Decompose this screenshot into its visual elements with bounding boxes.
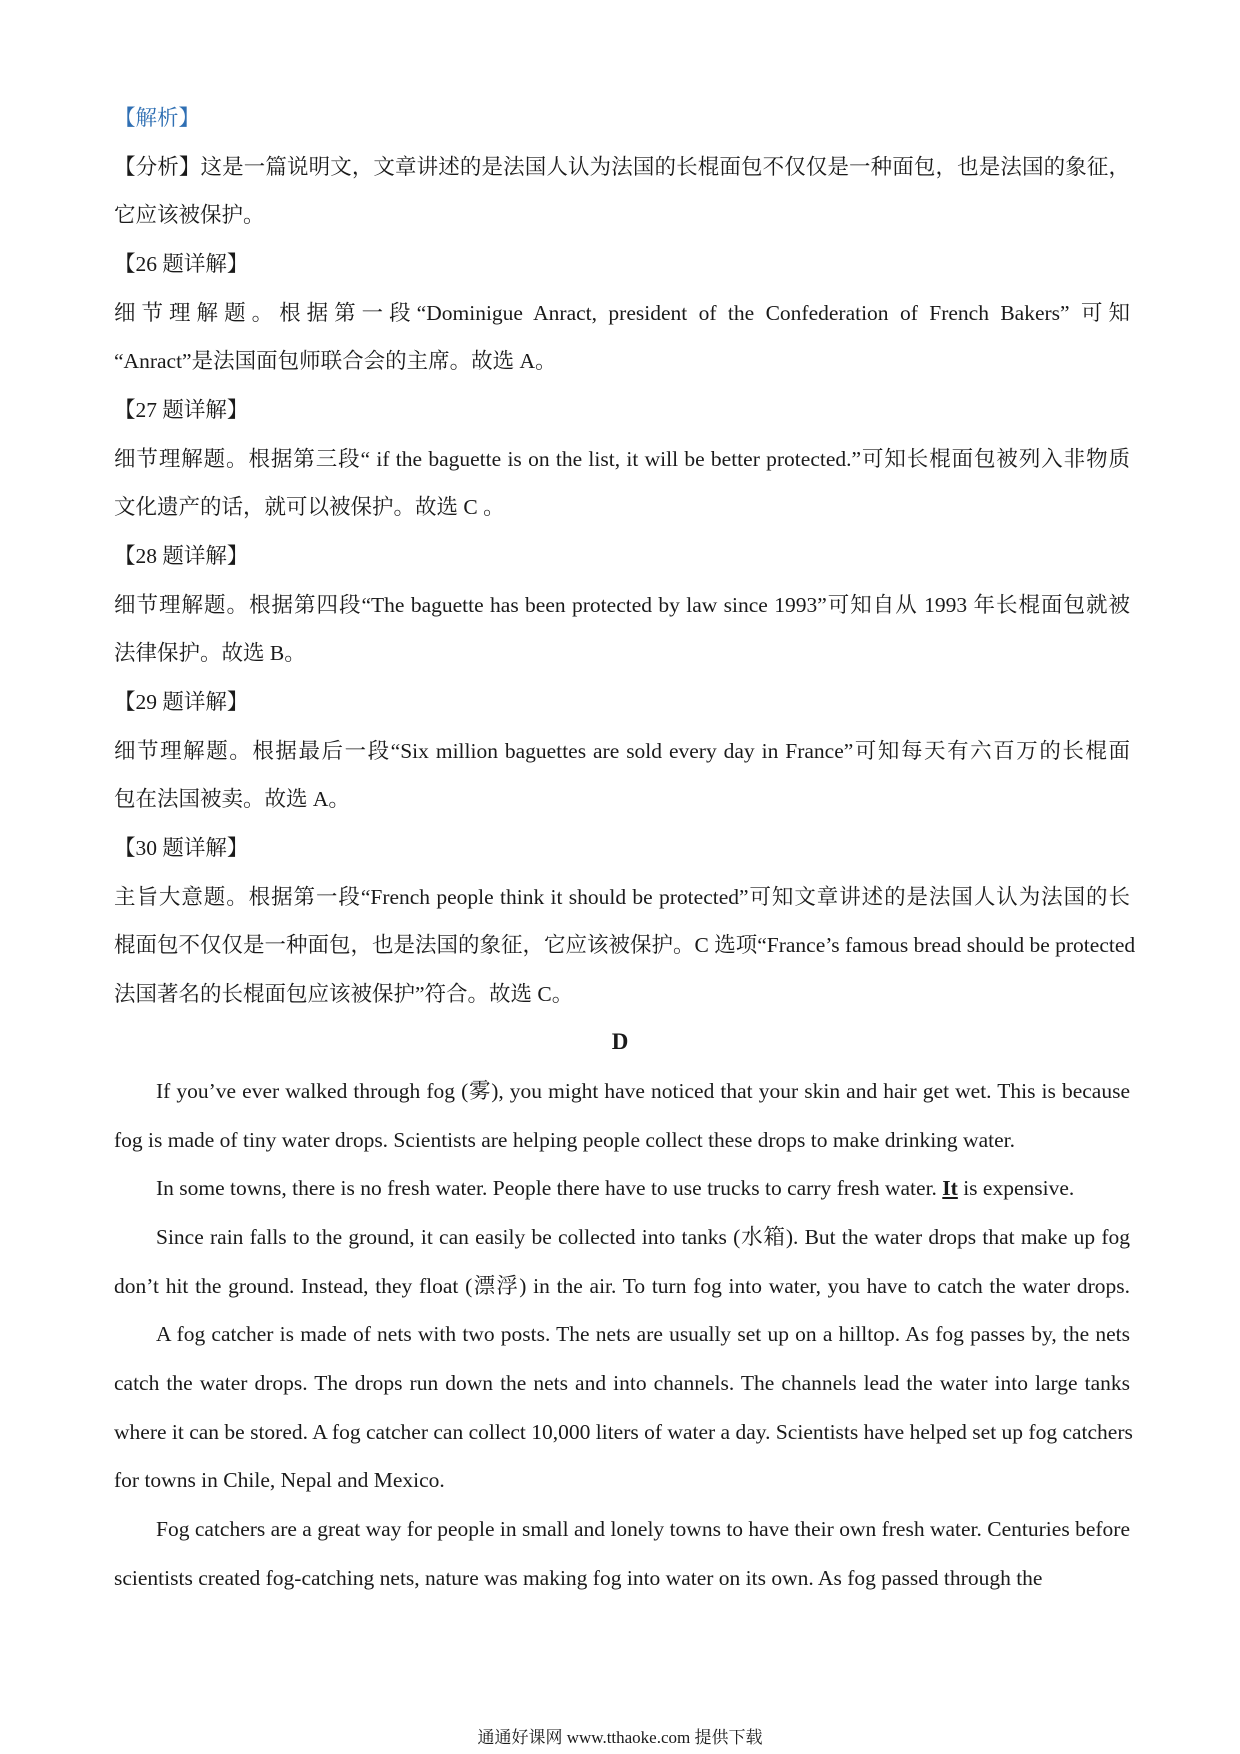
- passage-p2-underlined-word: It: [942, 1176, 958, 1200]
- passage-p4-line-4: for towns in Chile, Nepal and Mexico.: [114, 1468, 445, 1492]
- passage-p2-after: is expensive.: [957, 1176, 1075, 1200]
- q26-line-1: 细节理解题。根据第一段“Dominigue Anract, president of the Confederation of French Bakers” 可知: [114, 301, 1130, 325]
- q29-line-1: 细节理解题。根据最后一段“Six million baguettes are sold every day in France”可知每天有六百万的长棍面: [114, 739, 1130, 763]
- q28-header: 【28 题详解】: [114, 544, 249, 568]
- q28-line-2: 法律保护。故选 B。: [114, 641, 306, 665]
- footer-watermark: 通通好课网 www.tthaoke.com 提供下载: [477, 1728, 763, 1747]
- q30-line-2: 棍面包不仅仅是一种面包，也是法国的象征，它应该被保护。C 选项“France’s famous bread should be protected: [114, 933, 1136, 957]
- q30-line-1: 主旨大意题。根据第一段“French people think it should be protected”可知文章讲述的是法国人认为法国的长: [114, 885, 1130, 909]
- q29-line-2: 包在法国被卖。故选 A。: [114, 787, 350, 811]
- analysis-summary-line-2: 它应该被保护。: [114, 203, 265, 227]
- q27-line-2: 文化遗产的话，就可以被保护。故选 C 。: [114, 495, 505, 519]
- q27-line-1: 细节理解题。根据第三段“ if the baguette is on the list, it will be better protected.”可知长棍面包被列入非物质: [114, 447, 1130, 471]
- passage-p3-line-2: don’t hit the ground. Instead, they float (漂浮) in the air. To turn fog into water, you have to catch the water drops.: [114, 1274, 1130, 1298]
- passage-p2-before: In some towns, there is no fresh water. People there have to use trucks to carry fresh water.: [156, 1176, 943, 1200]
- q27-header: 【27 题详解】: [114, 398, 249, 422]
- passage-title: D: [611, 1029, 629, 1054]
- passage-p1-line-1: If you’ve ever walked through fog (雾), you might have noticed that your skin and hair get wet. This is because: [156, 1079, 1130, 1103]
- analysis-header: 【解析】: [114, 106, 201, 130]
- passage-p5-line-2: scientists created fog-catching nets, nature was making fog into water on its own. As fog passed through the: [114, 1566, 1043, 1590]
- q28-line-1: 细节理解题。根据第四段“The baguette has been protected by law since 1993”可知自从 1993 年长棍面包就被: [114, 593, 1130, 617]
- passage-p1-line-2: fog is made of tiny water drops. Scientists are helping people collect these drops to make drinking water.: [114, 1128, 1015, 1152]
- q26-header: 【26 题详解】: [114, 252, 249, 276]
- q29-header: 【29 题详解】: [114, 690, 249, 714]
- passage-p4-line-1: A fog catcher is made of nets with two posts. The nets are usually set up on a hilltop. As fog passes by, the nets: [156, 1322, 1130, 1346]
- passage-p2: [156, 1173, 1130, 1203]
- q30-header: 【30 题详解】: [114, 836, 249, 860]
- analysis-summary-line-1: 【分析】这是一篇说明文，文章讲述的是法国人认为法国的长棍面包不仅仅是一种面包，也是法国的象征，: [114, 155, 1130, 179]
- q30-line-3: 法国著名的长棍面包应该被保护”符合。故选 C。: [114, 982, 574, 1006]
- passage-p4-line-3: where it can be stored. A fog catcher can collect 10,000 liters of water a day. Scientists have helped set up fog catchers: [114, 1420, 1133, 1444]
- q26-line-2: “Anract”是法国面包师联合会的主席。故选 A。: [114, 349, 557, 373]
- passage-p3-line-1: Since rain falls to the ground, it can easily be collected into tanks (水箱). But the water drops that make up fog: [156, 1225, 1130, 1249]
- passage-p5-line-1: Fog catchers are a great way for people in small and lonely towns to have their own fresh water. Centuries before: [156, 1517, 1130, 1541]
- passage-p4-line-2: catch the water drops. The drops run down the nets and into channels. The channels lead the water into large tanks: [114, 1371, 1130, 1395]
